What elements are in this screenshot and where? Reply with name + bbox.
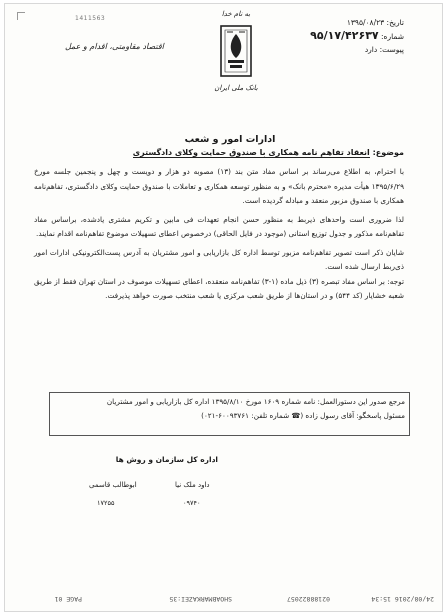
- slogan-text: اقتصاد مقاومتی، اقدام و عمل: [65, 42, 164, 51]
- date-label: تاریخ:: [386, 18, 404, 27]
- date-value: ۱۳۹۵/۰۸/۲۳: [346, 18, 385, 27]
- number-row: [274, 29, 404, 43]
- reference-contact: مسئول پاسخگو: آقای رسول زاده (☎ شماره تلفن: ۶۰۰۹۳۷۶۱-۰۲۱): [201, 411, 405, 420]
- fax-phone: 02188822057: [286, 595, 330, 603]
- signatory-name: ابوطالب قاسمی: [89, 481, 137, 489]
- date-row: [274, 16, 404, 29]
- brand-heading: به نام خدا: [221, 10, 251, 18]
- body-paragraph: با احترام، به اطلاع می‌رساند بر اساس مفاد متن بند (۱۳) مصوبه دو هزار و دویست و چهل و پنجمین جلسه مورخ ۱۳۹۵/۶/۲۹ هیأت مدیره «محترم بانک» و به منظور توسعه همکاری و تعاملات با صندوق حمایت وکلای دادگستری، تفاهم‌نامه همکاری با صندوق مزبور منعقد و مبادله گردیده است.: [34, 167, 404, 205]
- signatory-name: داود ملک نیا: [175, 481, 210, 489]
- subject-line: [44, 148, 404, 157]
- body-paragraph-note: توجه: بر اساس مفاد تبصره (۳) ذیل ماده (۱-۳) تفاهم‌نامه منعقده، اعطای تسهیلات موصوف در استان تهران فقط از طریق شعبه خشایار (کد ۵۴۴) و در استان‌ها از طریق شعب مرکزی یا شعب منتخب صورت خواهد پذیرفت.: [34, 276, 404, 300]
- signatory-code: ۱۷۲۵۵: [97, 499, 115, 507]
- bank-logo: [203, 10, 269, 96]
- fax-page: PAGE 01: [54, 595, 82, 603]
- letter-body: [34, 165, 404, 304]
- number-label: شماره:: [381, 32, 404, 41]
- fax-footer: [5, 592, 442, 606]
- reference-box: [49, 392, 410, 436]
- fax-sender: SHOABMARKAZEI:35: [169, 595, 232, 603]
- signature-department: اداره کل سازمان و روش ها: [115, 455, 218, 464]
- body-paragraph: شایان ذکر است تصویر تفاهم‌نامه مزبور توسط اداره کل بازاریابی و امور مشتریان به آدرس پست‌الکترونیکی ادارات امور ذی‌ربط ارسال شده است.: [34, 247, 404, 271]
- corner-mark: [17, 12, 25, 20]
- brand-name: بانک ملی ایران: [214, 84, 258, 92]
- letter-page: [4, 3, 443, 612]
- attachment-label: پیوست:: [379, 45, 404, 54]
- letter-meta: [274, 16, 404, 56]
- attachment-value: دارد: [364, 45, 378, 54]
- recipient-department: ادارات امور و شعب: [184, 134, 276, 145]
- signatory-code: ۰۹۷۴۰: [183, 499, 201, 507]
- top-serial-number: 1411563: [75, 15, 106, 22]
- subject-label: موضوع:: [372, 148, 404, 157]
- subject-text: انعقاد تفاهم نامه همکاری با صندوق حمایت وکلای دادگستری: [132, 148, 370, 157]
- body-paragraph: لذا ضروری است واحدهای ذیربط به منظور حسن انجام تعهدات فی مابین و تکریم مشتری یادشده، براساس مفاد تفاهم‌نامه مذکور و جدول توزیع استانی (موجود در فایل الحاقی) درخصوص اعطای تسهیلات موضوع تفاهم‌نامه اقدام نمایند.: [34, 214, 404, 238]
- fax-datetime: 24/08/2016 15:34: [371, 595, 434, 603]
- bank-emblem-icon: [203, 22, 269, 82]
- attachment-row: [274, 43, 404, 56]
- number-value: ۹۵/۱۷/۴۲۶۳۷: [310, 29, 379, 42]
- reference-line: مرجع صدور این دستورالعمل: نامه شماره ۱۶۰۹ مورخ ۱۳۹۵/۸/۱۰ اداره کل بازاریابی و امور مشتریان: [106, 397, 405, 406]
